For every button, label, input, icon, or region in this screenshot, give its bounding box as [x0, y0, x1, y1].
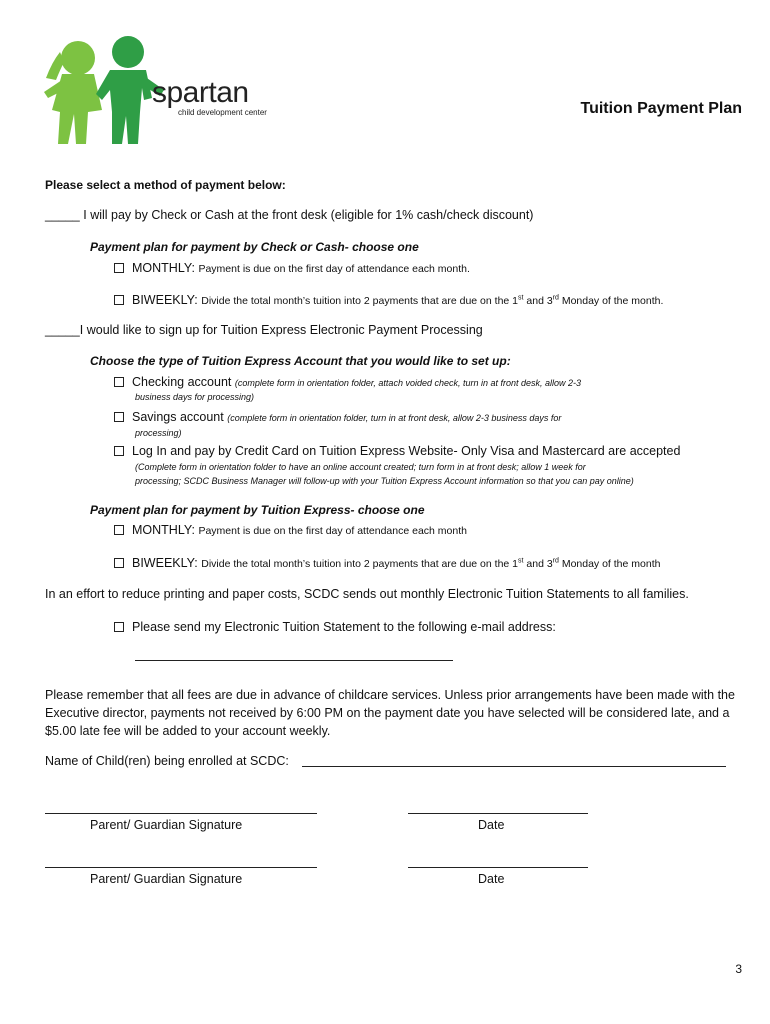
biweekly-te-label: BIWEEKLY:: [132, 556, 198, 570]
signature-line-1[interactable]: [45, 813, 317, 814]
biweekly-check-label: BIWEEKLY:: [132, 293, 198, 307]
page-number: 3: [735, 962, 742, 976]
credit-card-checkbox[interactable]: [114, 446, 124, 456]
sup-rd: rd: [552, 294, 559, 302]
option-check-cash-text: I will pay by Check or Cash at the front desk (eligible for 1% cash/check discount): [83, 208, 534, 222]
page-title: Tuition Payment Plan: [580, 100, 742, 117]
statements-text: In an effort to reduce printing and paper costs, SCDC sends out monthly Electronic Tuition Statements to all families.: [45, 587, 689, 601]
option-check-cash-blank[interactable]: _____: [45, 208, 80, 222]
checking-desc-1: (complete form in orientation folder, attach voided check, turn in at front desk, allow 2-3: [234, 378, 582, 388]
credit-card-label: Log In and pay by Credit Card on Tuition Express Website- Only Visa and Mastercard are accepted: [132, 444, 681, 458]
credit-card-desc-1: (Complete form in orientation folder to have an online account created; turn form in at front desk; allow 1 week for: [135, 462, 586, 472]
email-statement-option: [114, 620, 556, 634]
and-3: and 3: [523, 295, 553, 307]
signature-label-2: Parent/ Guardian Signature: [90, 872, 243, 886]
option-check-cash: [45, 208, 533, 222]
email-address-field[interactable]: [135, 660, 453, 661]
credit-card-desc-2: processing; SCDC Business Manager will follow-up with your Tuition Express Account information so that you can pay online): [135, 476, 634, 486]
biweekly-te-desc: [201, 558, 660, 570]
option-tuition-express-text: I would like to sign up for Tuition Express Electronic Payment Processing: [79, 323, 483, 337]
plan-check-heading: Payment plan for payment by Check or Cash- choose one: [90, 240, 419, 254]
date-label-2: Date: [478, 872, 505, 886]
savings-option: [114, 410, 561, 424]
email-statement-checkbox[interactable]: [114, 622, 124, 632]
logo-subtitle: child development center: [178, 108, 267, 117]
monthly-check-desc: Payment is due on the first day of attendance each month.: [198, 263, 470, 275]
select-method-label: Please select a method of payment below:: [45, 178, 286, 192]
monthly-te-checkbox[interactable]: [114, 525, 124, 535]
monthly-check-option: [114, 261, 470, 275]
date-line-1[interactable]: [408, 813, 588, 814]
signature-label-1: Parent/ Guardian Signature: [90, 818, 243, 832]
monthly-check-checkbox[interactable]: [114, 263, 124, 273]
fees-paragraph: Please remember that all fees are due in advance of childcare services. Unless prior arrangements have been made with the Executive director, payments not received by 6:00 PM on the payment date you have selected will be considered late, and a $5.00 late fee will be added to your account weekly.: [45, 688, 735, 738]
logo-wordmark: spartan: [152, 76, 249, 109]
plan-te-heading: Payment plan for payment by Tuition Express- choose one: [90, 503, 425, 517]
biweekly-check-checkbox[interactable]: [114, 295, 124, 305]
biweekly-te-desc-a: Divide the total month’s tuition into 2 payments that are due on the 1: [201, 558, 519, 570]
biweekly-check-option: [114, 293, 663, 307]
savings-label: Savings account: [132, 410, 224, 424]
checking-option: [114, 375, 581, 389]
child-name-field[interactable]: [302, 766, 726, 767]
logo-figures-icon: [40, 32, 170, 150]
biweekly-check-desc: [201, 295, 663, 307]
biweekly-check-desc-b: Monday of the month.: [558, 295, 664, 307]
email-statement-label: Please send my Electronic Tuition Statement to the following e-mail address:: [132, 620, 556, 634]
signature-line-2[interactable]: [45, 867, 317, 868]
date-line-2[interactable]: [408, 867, 588, 868]
and-3-2: and 3: [523, 558, 553, 570]
monthly-te-option: [114, 523, 467, 537]
savings-desc-2: processing): [135, 428, 182, 438]
sup-st-2: st: [518, 557, 524, 565]
checking-desc-2: business days for processing): [135, 392, 255, 402]
logo: [40, 32, 270, 150]
date-label-1: Date: [478, 818, 505, 832]
sup-rd-2: rd: [552, 557, 559, 565]
biweekly-te-checkbox[interactable]: [114, 558, 124, 568]
option-tuition-express-blank[interactable]: _____: [45, 323, 80, 337]
account-type-heading: Choose the type of Tuition Express Account that you would like to set up:: [90, 354, 511, 368]
biweekly-te-desc-b: Monday of the month: [558, 558, 661, 570]
monthly-te-desc: Payment is due on the first day of attendance each month: [198, 525, 467, 537]
checking-checkbox[interactable]: [114, 377, 124, 387]
checking-label: Checking account: [132, 375, 232, 389]
option-tuition-express: [45, 323, 483, 337]
biweekly-te-option: [114, 556, 660, 570]
savings-desc-1: (complete form in orientation folder, turn in at front desk, allow 2-3 business days for: [227, 413, 562, 423]
sup-st: st: [518, 294, 524, 302]
child-name-label: Name of Child(ren) being enrolled at SCDC:: [45, 754, 289, 768]
biweekly-check-desc-a: Divide the total month’s tuition into 2 payments that are due on the 1: [201, 295, 519, 307]
monthly-te-label: MONTHLY:: [132, 523, 195, 537]
monthly-check-label: MONTHLY:: [132, 261, 195, 275]
savings-checkbox[interactable]: [114, 412, 124, 422]
credit-card-option: [114, 444, 680, 458]
